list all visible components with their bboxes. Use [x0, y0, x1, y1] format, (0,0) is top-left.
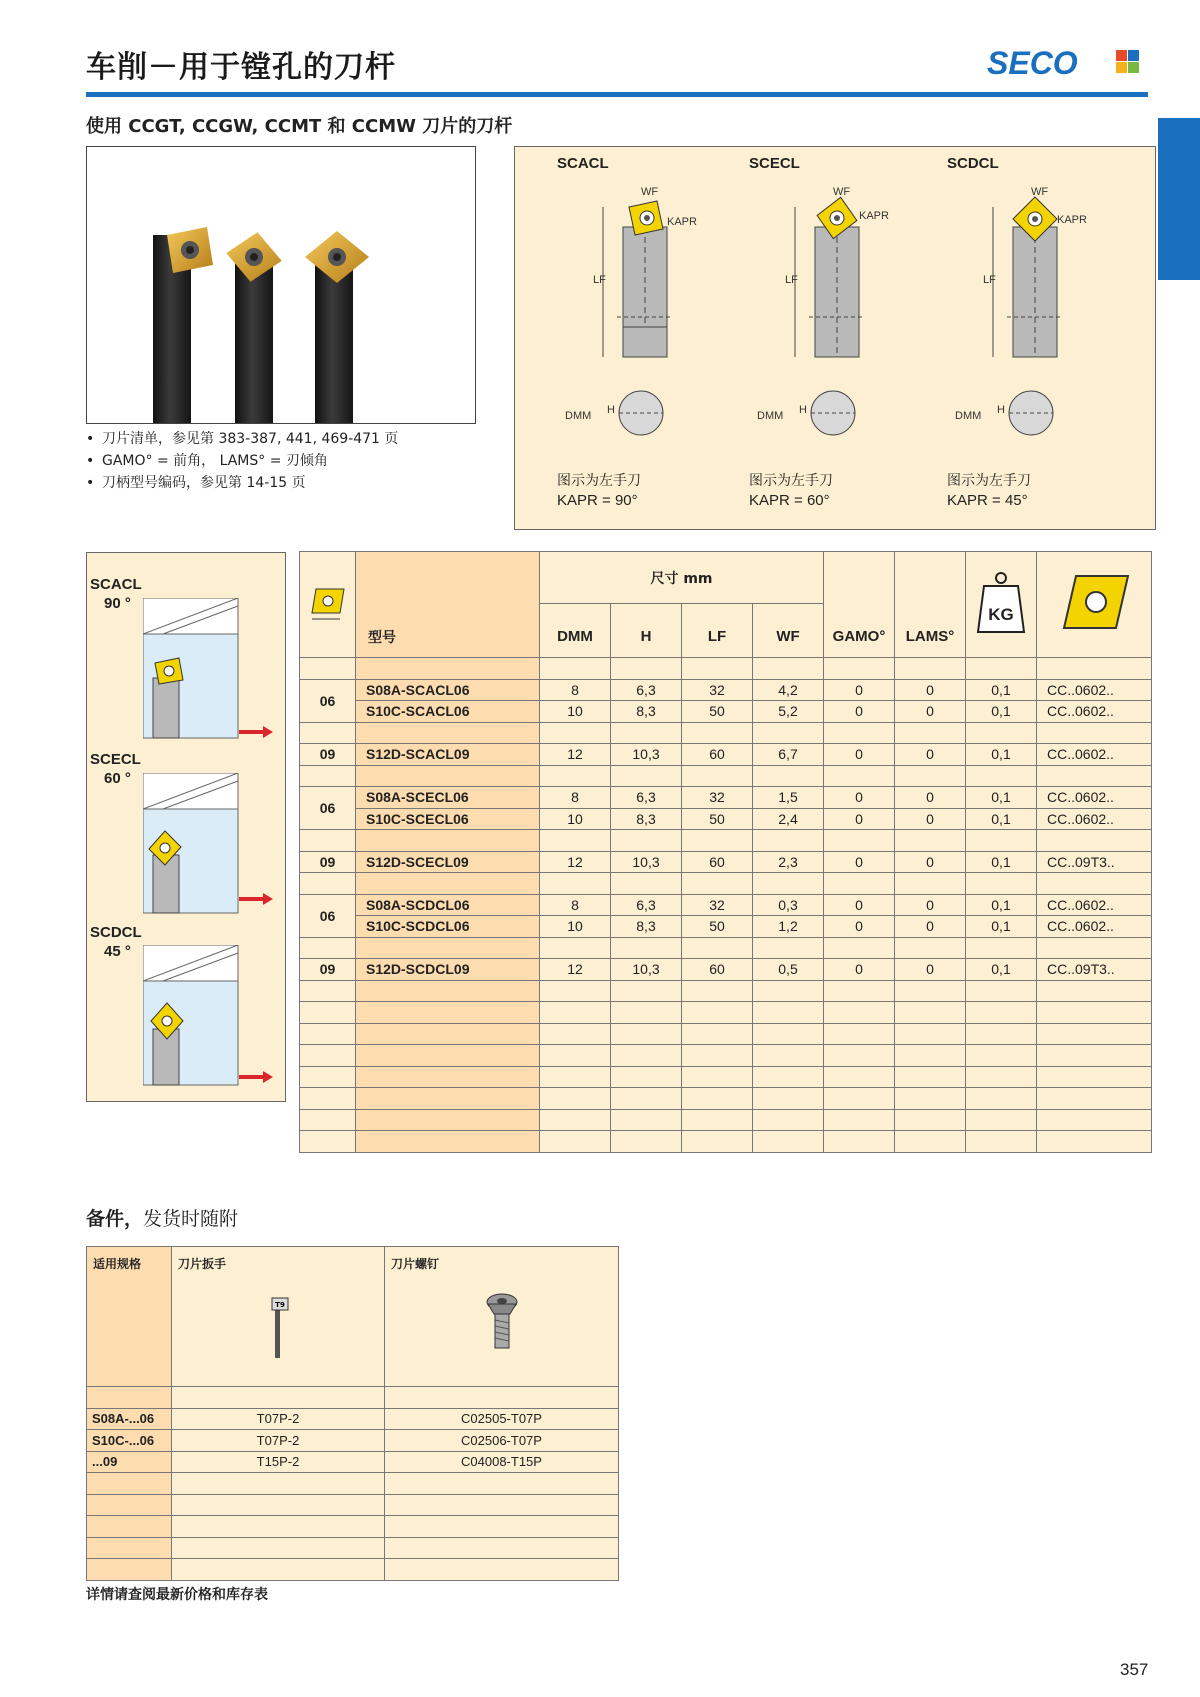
- accessories-title: [86, 1204, 238, 1231]
- scacl-application-drawing: [143, 598, 283, 758]
- accessory-row: [87, 1451, 619, 1473]
- spacer-row: [300, 1002, 1152, 1024]
- wf-label: WF: [1031, 186, 1049, 198]
- lp-name: SCECL: [90, 751, 141, 768]
- value-cell: 0,1: [966, 894, 1037, 916]
- value-cell: 4,2: [753, 679, 824, 701]
- spacer-row: [300, 1023, 1152, 1045]
- insert-size-icon: [300, 552, 356, 658]
- lp-name: SCDCL: [90, 924, 142, 941]
- lp-scacl: [90, 575, 142, 613]
- lp-name: SCACL: [90, 576, 142, 593]
- lp-angle: 90 °: [104, 595, 131, 612]
- tool-name: SCDCL: [947, 155, 999, 172]
- accessory-row: [87, 1430, 619, 1452]
- spacer-row: [300, 1131, 1152, 1153]
- page-title: 车削－用于镗孔的刀杆: [86, 50, 396, 85]
- col-header: LAMS°: [895, 552, 966, 658]
- wf-label: WF: [641, 186, 659, 198]
- code-cell: S08A-SCACL06: [356, 679, 540, 701]
- code-cell: S10C-SCDCL06: [356, 916, 540, 938]
- weight-icon: [966, 552, 1037, 658]
- table-row: [300, 787, 1152, 809]
- value-cell: 0: [824, 744, 895, 766]
- spec-cell: ...09: [87, 1451, 172, 1473]
- value-cell: 0: [895, 808, 966, 830]
- insert-size-cell: 06: [300, 787, 356, 830]
- note-item: • GAMO° = 前角， LAMS° = 刃倾角: [86, 450, 476, 472]
- spacer-row: [300, 1066, 1152, 1088]
- value-cell: 32: [682, 787, 753, 809]
- value-cell: 0,5: [753, 959, 824, 981]
- tool-kapr: KAPR = 45°: [947, 492, 1028, 509]
- insert-size-cell: 06: [300, 894, 356, 937]
- value-cell: 8,3: [611, 701, 682, 723]
- value-cell: 60: [682, 959, 753, 981]
- kapr-label: KAPR: [859, 210, 889, 222]
- dmm-label: DMM: [955, 410, 982, 422]
- insert-cell: CC..0602..: [1037, 679, 1152, 701]
- value-cell: 0: [895, 851, 966, 873]
- value-cell: 0: [824, 916, 895, 938]
- acc-header-wrench-label: 刀片扳手: [178, 1257, 227, 1271]
- kg-label: KG: [988, 605, 1014, 624]
- insert-size-cell: 06: [300, 679, 356, 722]
- value-cell: 10: [540, 916, 611, 938]
- tool-diagram-panel: [514, 146, 1156, 530]
- accessories-title-rest: 发货时随附: [143, 1208, 239, 1230]
- code-cell: S08A-SCECL06: [356, 787, 540, 809]
- insert-cell: CC..0602..: [1037, 916, 1152, 938]
- note-item: • 刀片清单，参见第 383-387, 441, 469-471 页: [86, 428, 476, 450]
- value-cell: 0,1: [966, 808, 1037, 830]
- spacer-row: [300, 722, 1152, 744]
- tool-caption: 图示为左手刀: [557, 473, 641, 489]
- table-row: [300, 916, 1152, 938]
- spacer-row: [300, 937, 1152, 959]
- value-cell: 8: [540, 679, 611, 701]
- dmm-label: DMM: [757, 410, 784, 422]
- value-cell: 10,3: [611, 851, 682, 873]
- spacer-row: [300, 980, 1152, 1002]
- h-label: H: [997, 404, 1005, 416]
- value-cell: 12: [540, 959, 611, 981]
- spacer-row: [300, 765, 1152, 787]
- spacer-row: [300, 658, 1152, 680]
- screw-cell: C02505-T07P: [385, 1408, 619, 1430]
- value-cell: 12: [540, 744, 611, 766]
- acc-header-wrench: [172, 1247, 385, 1387]
- tool-kapr: KAPR = 60°: [749, 492, 830, 509]
- value-cell: 2,4: [753, 808, 824, 830]
- application-panel: [86, 552, 286, 1102]
- value-cell: 8,3: [611, 808, 682, 830]
- footer-note: 详情请查阅最新价格和库存表: [86, 1587, 268, 1603]
- value-cell: 8: [540, 894, 611, 916]
- value-cell: 0: [895, 701, 966, 723]
- value-cell: 8: [540, 787, 611, 809]
- spacer-row: [300, 1088, 1152, 1110]
- tool-caption: 图示为左手刀: [947, 473, 1031, 489]
- h-label: H: [607, 404, 615, 416]
- value-cell: 10,3: [611, 744, 682, 766]
- value-cell: 0: [824, 808, 895, 830]
- acc-header-screw: [385, 1247, 619, 1387]
- table-row: [300, 679, 1152, 701]
- insert-cell: CC..09T3..: [1037, 851, 1152, 873]
- code-cell: S12D-SCACL09: [356, 744, 540, 766]
- tool-diagram-scacl: [545, 147, 745, 531]
- kapr-label: KAPR: [1057, 214, 1087, 226]
- insert-cell: CC..0602..: [1037, 787, 1152, 809]
- code-cell: S12D-SCECL09: [356, 851, 540, 873]
- insert-cell: CC..0602..: [1037, 808, 1152, 830]
- spacer-row: [300, 1045, 1152, 1067]
- value-cell: 10: [540, 808, 611, 830]
- lp-scecl: [90, 750, 141, 788]
- insert-cell: CC..09T3..: [1037, 959, 1152, 981]
- code-cell: S10C-SCACL06: [356, 701, 540, 723]
- accessories-title-bold: 备件，: [86, 1208, 144, 1230]
- value-cell: 0,1: [966, 679, 1037, 701]
- wrench-tag: T9: [275, 1301, 285, 1309]
- value-cell: 0: [895, 679, 966, 701]
- kapr-label: KAPR: [667, 216, 697, 228]
- insert-size-cell: 09: [300, 851, 356, 873]
- value-cell: 0,1: [966, 851, 1037, 873]
- lf-label: LF: [785, 274, 798, 286]
- tool-diagram-scecl: [737, 147, 937, 531]
- scecl-application-drawing: [143, 773, 283, 933]
- code-cell: S12D-SCDCL09: [356, 959, 540, 981]
- screw-cell: C04008-T15P: [385, 1451, 619, 1473]
- holder-spec-table: [299, 551, 1152, 1153]
- value-cell: 12: [540, 851, 611, 873]
- page-number: 357: [1120, 1660, 1149, 1679]
- insert-cell: CC..0602..: [1037, 744, 1152, 766]
- logo-text: SECO: [987, 45, 1078, 80]
- value-cell: 0: [895, 894, 966, 916]
- wf-label: WF: [833, 186, 851, 198]
- table-row: [300, 744, 1152, 766]
- value-cell: 0,3: [753, 894, 824, 916]
- insert-size-cell: 09: [300, 744, 356, 766]
- value-cell: 6,7: [753, 744, 824, 766]
- header-rule: [86, 92, 1148, 97]
- value-cell: 6,3: [611, 894, 682, 916]
- note-item: • 刀柄型号编码，参见第 14-15 页: [86, 472, 476, 494]
- value-cell: 0,1: [966, 701, 1037, 723]
- section-subtitle: 使用 CCGT, CCGW, CCMT 和 CCMW 刀片的刀杆: [86, 116, 513, 137]
- value-cell: 0,1: [966, 787, 1037, 809]
- col-header: DMM: [540, 604, 611, 658]
- value-cell: 0: [824, 959, 895, 981]
- chapter-tab: [1158, 118, 1200, 280]
- value-cell: 6,3: [611, 679, 682, 701]
- spacer-row: [300, 1109, 1152, 1131]
- value-cell: 60: [682, 744, 753, 766]
- value-cell: 0: [895, 787, 966, 809]
- value-cell: 0: [895, 744, 966, 766]
- accessory-row: [87, 1408, 619, 1430]
- value-cell: 32: [682, 679, 753, 701]
- product-photo: [86, 146, 476, 424]
- wrench-cell: T07P-2: [172, 1430, 385, 1452]
- code-cell: S10C-SCECL06: [356, 808, 540, 830]
- value-cell: 50: [682, 701, 753, 723]
- value-cell: 10,3: [611, 959, 682, 981]
- tool-caption: 图示为左手刀: [749, 473, 833, 489]
- value-cell: 0: [824, 701, 895, 723]
- lp-angle: 45 °: [104, 943, 131, 960]
- wrench-cell: T07P-2: [172, 1408, 385, 1430]
- value-cell: 0,1: [966, 959, 1037, 981]
- screw-icon: [391, 1290, 612, 1363]
- value-cell: 2,3: [753, 851, 824, 873]
- value-cell: 0: [895, 959, 966, 981]
- code-header: 型号: [356, 552, 540, 658]
- scdcl-application-drawing: [143, 945, 283, 1105]
- tool-diagram-scdcl: [935, 147, 1135, 531]
- insert-cell: CC..0602..: [1037, 894, 1152, 916]
- col-header: WF: [753, 604, 824, 658]
- spacer-row: [300, 873, 1152, 895]
- table-row: [300, 701, 1152, 723]
- lf-label: LF: [983, 274, 996, 286]
- value-cell: 50: [682, 916, 753, 938]
- table-row: [300, 959, 1152, 981]
- value-cell: 32: [682, 894, 753, 916]
- value-cell: 10: [540, 701, 611, 723]
- spacer-row: [300, 830, 1152, 852]
- code-cell: S08A-SCDCL06: [356, 894, 540, 916]
- value-cell: 0: [824, 851, 895, 873]
- acc-header-spec: 适用规格: [87, 1247, 172, 1387]
- value-cell: 0,1: [966, 916, 1037, 938]
- value-cell: 5,2: [753, 701, 824, 723]
- wrench-cell: T15P-2: [172, 1451, 385, 1473]
- tool-name: SCECL: [749, 155, 800, 172]
- wrench-icon: [178, 1292, 378, 1365]
- acc-header-screw-label: 刀片螺钉: [391, 1257, 440, 1271]
- value-cell: 0: [895, 916, 966, 938]
- insert-size-cell: 09: [300, 959, 356, 981]
- accessories-table: [86, 1246, 619, 1581]
- value-cell: 60: [682, 851, 753, 873]
- value-cell: 8,3: [611, 916, 682, 938]
- value-cell: 0: [824, 787, 895, 809]
- value-cell: 0: [824, 679, 895, 701]
- spec-cell: S10C-...06: [87, 1430, 172, 1452]
- h-label: H: [799, 404, 807, 416]
- value-cell: 50: [682, 808, 753, 830]
- dimensions-header: 尺寸 mm: [540, 552, 824, 604]
- value-cell: 6,3: [611, 787, 682, 809]
- lp-angle: 60 °: [104, 770, 131, 787]
- notes-list: [86, 428, 476, 494]
- table-row: [300, 808, 1152, 830]
- insert-icon: [1037, 552, 1152, 658]
- tool-kapr: KAPR = 90°: [557, 492, 638, 509]
- insert-cell: CC..0602..: [1037, 701, 1152, 723]
- table-row: [300, 894, 1152, 916]
- col-header: GAMO°: [824, 552, 895, 658]
- value-cell: 1,5: [753, 787, 824, 809]
- value-cell: 1,2: [753, 916, 824, 938]
- col-header: LF: [682, 604, 753, 658]
- tool-name: SCACL: [557, 155, 609, 172]
- dmm-label: DMM: [565, 410, 592, 422]
- value-cell: 0: [824, 894, 895, 916]
- table-row: [300, 851, 1152, 873]
- value-cell: 0,1: [966, 744, 1037, 766]
- col-header: H: [611, 604, 682, 658]
- lp-scdcl: [90, 923, 142, 961]
- screw-cell: C02506-T07P: [385, 1430, 619, 1452]
- seco-logo: [985, 44, 1145, 80]
- lf-label: LF: [593, 274, 606, 286]
- spec-cell: S08A-...06: [87, 1408, 172, 1430]
